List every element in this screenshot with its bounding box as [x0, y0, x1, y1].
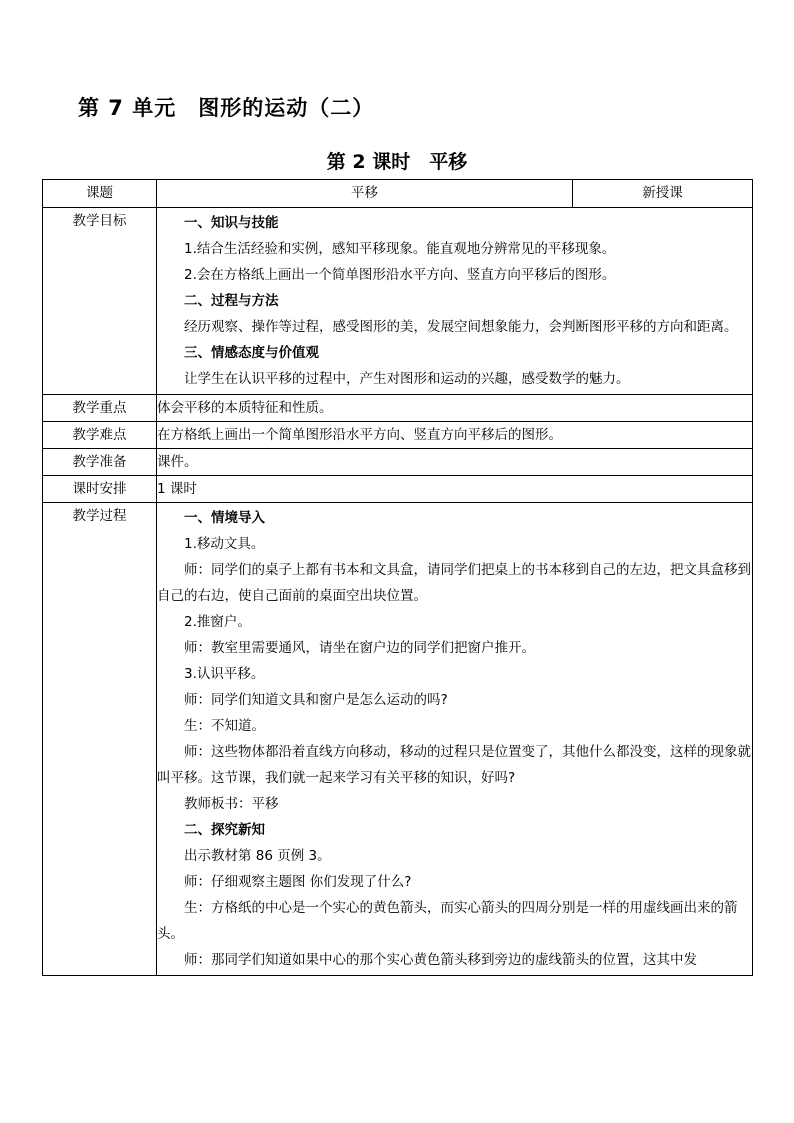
key-point-row [43, 395, 753, 422]
preparation-text: 课件。 [157, 449, 753, 476]
process-heading: 二、探究新知 [184, 822, 265, 838]
objectives-label: 教学目标 [43, 208, 157, 395]
objectives-row [43, 208, 753, 395]
topic-value: 平移 [157, 180, 573, 208]
process-paragraph: 师：那同学们知道如果中心的那个实心黄色箭头移到旁边的虚线箭头的位置，这其中发 [184, 952, 697, 968]
schedule-row [43, 476, 753, 503]
objectives-paragraph: 让学生在认识平移的过程中，产生对图形和运动的兴趣，感受数学的魅力。 [184, 371, 630, 387]
process-row [43, 503, 753, 976]
key-point-label: 教学重点 [43, 395, 157, 422]
objectives-content [157, 208, 753, 395]
objectives-paragraph: 1.结合生活经验和实例，感知平移现象。能直观地分辨常见的平移现象。 [184, 241, 616, 257]
difficulty-row [43, 422, 753, 449]
objectives-heading: 二、过程与方法 [184, 293, 279, 309]
objectives-paragraph: 经历观察、操作等过程，感受图形的美，发展空间想象能力，会判断图形平移的方向和距离。 [184, 319, 738, 335]
lesson-title: 第 2 课时 平移 [326, 151, 468, 173]
key-point-text: 体会平移的本质特征和性质。 [157, 395, 753, 422]
objectives-heading: 一、知识与技能 [184, 215, 279, 231]
process-paragraph: 3.认识平移。 [184, 666, 265, 682]
process-paragraph: 师：仔细观察主题图 你们发现了什么? [184, 874, 412, 890]
process-paragraph: 师：同学们知道文具和窗户是怎么运动的吗? [184, 692, 448, 708]
process-paragraph: 教师板书：平移 [184, 796, 279, 812]
unit-title: 第 7 单元 图形的运动（二） [78, 96, 375, 120]
process-paragraph: 出示教材第 86 页例 3。 [184, 848, 331, 864]
process-heading: 一、情境导入 [184, 510, 265, 526]
process-paragraph: 2.推窗户。 [184, 614, 251, 630]
schedule-label: 课时安排 [43, 476, 157, 503]
process-paragraph: 师：这些物体都沿着直线方向移动，移动的过程只是位置变了，其他什么都没变，这样的现象就叫平移。这节课，我们就一起来学习有关平移的知识，好吗? [157, 744, 751, 786]
objectives-heading: 三、情感态度与价值观 [184, 345, 319, 361]
lesson-type: 新授课 [573, 180, 753, 208]
preparation-row [43, 449, 753, 476]
process-paragraph: 师：同学们的桌子上都有书本和文具盒，请同学们把桌上的书本移到自己的左边，把文具盒移到自己的右边，使自己面前的桌面空出块位置。 [157, 562, 751, 604]
objectives-paragraph: 2.会在方格纸上画出一个简单图形沿水平方向、竖直方向平移后的图形。 [184, 267, 616, 283]
lesson-plan-table [42, 179, 753, 976]
topic-label: 课题 [43, 180, 157, 208]
difficulty-label: 教学难点 [43, 422, 157, 449]
schedule-text: 1 课时 [157, 476, 753, 503]
process-paragraph: 1.移动文具。 [184, 536, 265, 552]
preparation-label: 教学准备 [43, 449, 157, 476]
process-paragraph: 师：教室里需要通风，请坐在窗户边的同学们把窗户推开。 [184, 640, 535, 656]
header-row [43, 180, 753, 208]
difficulty-text: 在方格纸上画出一个简单图形沿水平方向、竖直方向平移后的图形。 [157, 422, 753, 449]
process-content [157, 503, 753, 976]
process-paragraph: 生：方格纸的中心是一个实心的黄色箭头，而实心箭头的四周分别是一样的用虚线画出来的箭头。 [157, 900, 738, 942]
process-label: 教学过程 [43, 503, 157, 976]
process-paragraph: 生：不知道。 [184, 718, 265, 734]
